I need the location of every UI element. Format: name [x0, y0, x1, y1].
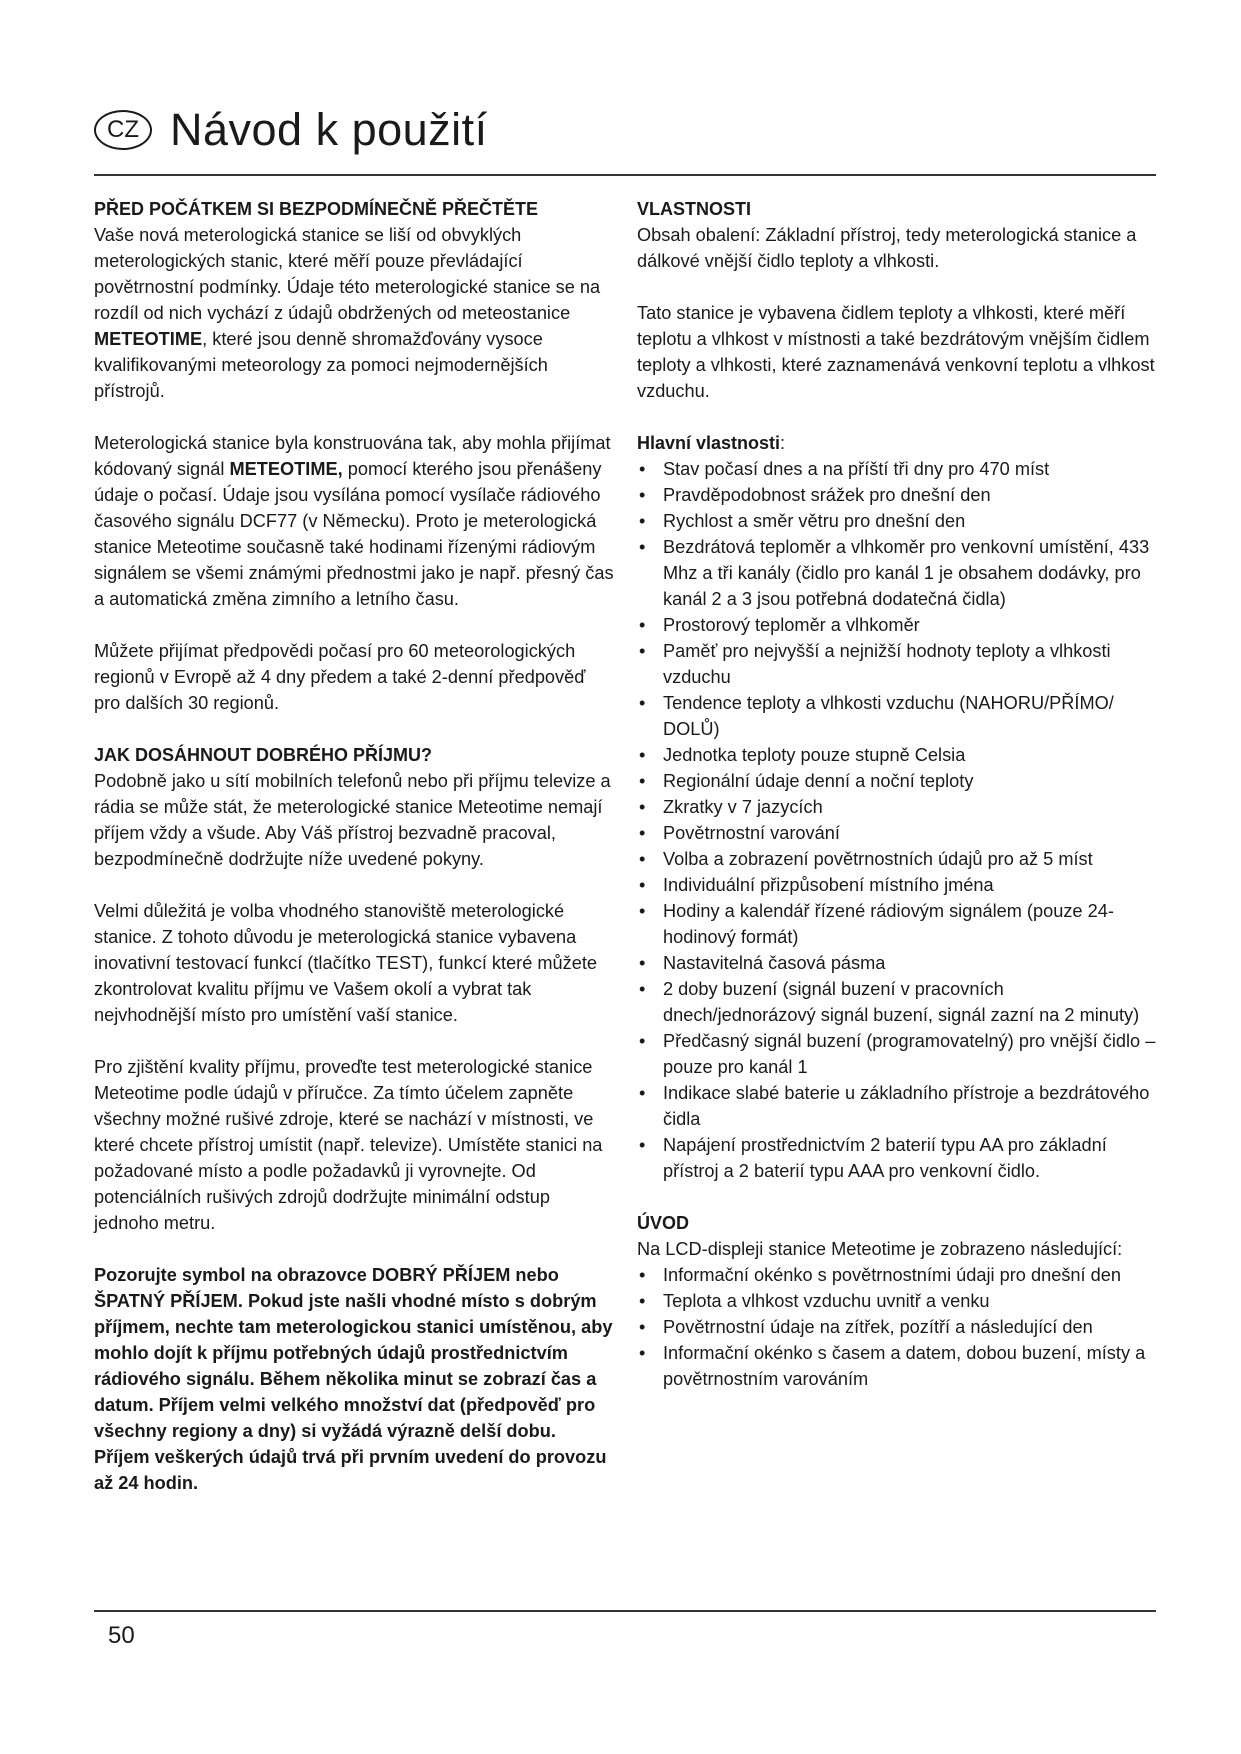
- list-item: • Indikace slabé baterie u základního přístroje a bezdrátového čidla: [637, 1080, 1157, 1132]
- paragraph-signal: Meterologická stanice byla konstruována tak, aby mohla přijímat kódovaný signál METEOTIME, pomocí kterého jsou přenášeny údaje o počasí. Údaje jsou vysílána pomocí vysílače rádiového časového signálu DCF77 (v Německu). Proto je meterologická stanice Meteotime současně také hodinami řízenými rádiovým signálem se všemi známými přednostmi jako je např. přesný čas a automatická změna zimního a letního času.: [94, 433, 614, 609]
- bottom-divider: [94, 1610, 1156, 1612]
- paragraph-regions: Můžete přijímat předpovědi počasí pro 60 meteorologických regionů v Evropě až 4 dny předem a také 2-denní předpověď pro dalších 30 regionů.: [94, 641, 586, 713]
- page-header: [94, 104, 488, 156]
- list-item: • Informační okénko s povětrnostními údaji pro dnešní den: [637, 1262, 1157, 1288]
- paragraph-intro: Vaše nová meterologická stanice se liší od obvyklých meterologických stanic, které měří pouze převládající povětrnostní podmínky. Údaje této meterologické stanice se na rozdíl od nich vychází z údajů obdržených od meteostanice METEOTIME, které jsou denně shromažďovány vysoce kvalifikovanými meteorology za pomoci nejmodernějších přístrojů.: [94, 225, 601, 401]
- list-item: • Stav počasí dnes a na příští tři dny pro 470 míst: [637, 456, 1157, 482]
- meteotime-emphasis: METEOTIME: [94, 329, 203, 349]
- list-item: • Nastavitelná časová pásma: [637, 950, 1157, 976]
- feature-list: [637, 456, 1157, 1184]
- section-heading-reception: JAK DOSÁHNOUT DOBRÉHO PŘÍJMU?: [94, 745, 433, 765]
- section-heading-features: VLASTNOSTI: [637, 199, 752, 219]
- list-item: • Teplota a vlhkost vzduchu uvnitř a venku: [637, 1288, 1157, 1314]
- section-heading-read-first: PŘED POČÁTKEM SI BEZPODMÍNEČNĚ PŘEČTĚTE: [94, 199, 539, 219]
- list-item: • 2 doby buzení (signál buzení v pracovních dnech/jednorázový signál buzení, signál zazní na 2 minuty): [637, 976, 1157, 1028]
- left-column: [94, 196, 614, 1496]
- paragraph-package: Obsah obalení: Základní přístroj, tedy meterologická stanice a dálkové vnější čidlo teploty a vlhkosti.: [637, 225, 1137, 271]
- paragraph-test: Pro zjištění kvality příjmu, proveďte test meterologické stanice Meteotime podle údajů v příručce. Za tímto účelem zapněte všechny možné rušivé zdroje, které se nachází v místnosti, ve které chcete přístroj umístit (např. televize). Umístěte stanici na požadované místo a podle požadavků ji vyrovnejte. Od potenciálních rušivých zdrojů dodržujte minimální odstup jednoho metru.: [94, 1057, 603, 1233]
- list-item: • Povětrnostní varování: [637, 820, 1157, 846]
- list-item: • Tendence teploty a vlhkosti vzduchu (NAHORU/PŘÍMO/ DOLŮ): [637, 690, 1157, 742]
- list-item: • Individuální přizpůsobení místního jména: [637, 872, 1157, 898]
- list-item: • Paměť pro nejvyšší a nejnižší hodnoty teploty a vlhkosti vzduchu: [637, 638, 1157, 690]
- right-column: [637, 196, 1157, 1392]
- meteotime-emphasis: METEOTIME,: [229, 459, 343, 479]
- list-item: • Prostorový teploměr a vlhkoměr: [637, 612, 1157, 638]
- list-item: • Rychlost a směr větru pro dnešní den: [637, 508, 1157, 534]
- section-heading-intro: ÚVOD: [637, 1213, 690, 1233]
- language-badge: CZ: [94, 110, 152, 150]
- list-item: • Pravděpodobnost srážek pro dnešní den: [637, 482, 1157, 508]
- list-item: • Regionální údaje denní a noční teploty: [637, 768, 1157, 794]
- top-divider: [94, 174, 1156, 176]
- list-item: • Jednotka teploty pouze stupně Celsia: [637, 742, 1157, 768]
- list-item: • Informační okénko s časem a datem, dobou buzení, místy a povětrnostním varováním: [637, 1340, 1157, 1392]
- paragraph-reception: Podobně jako u sítí mobilních telefonů nebo při příjmu televize a rádia se může stát, že meterologické stanice Meteotime nemají příjem vždy a všude. Aby Váš přístroj bezvadně pracoval, bezpodmínečně dodržujte níže uvedené pokyny.: [94, 771, 611, 869]
- list-item: • Předčasný signál buzení (programovatelný) pro vnější čidlo – pouze pro kanál 1: [637, 1028, 1157, 1080]
- list-item: • Zkratky v 7 jazycích: [637, 794, 1157, 820]
- list-item: • Volba a zobrazení povětrnostních údajů pro až 5 míst: [637, 846, 1157, 872]
- page-title: Návod k použití: [170, 104, 488, 155]
- paragraph-display: Na LCD-displeji stanice Meteotime je zobrazeno následující:: [637, 1239, 1123, 1259]
- paragraph-sensors: Tato stanice je vybavena čidlem teploty a vlhkosti, které měří teplotu a vlhkost v místnosti a také bezdrátovým vnějším čidlem teploty a vlhkosti, které zaznamenává venkovní teplotu a vlhkost vzduchu.: [637, 303, 1155, 401]
- list-item: • Povětrnostní údaje na zítřek, pozítří a následující den: [637, 1314, 1157, 1340]
- display-list: [637, 1262, 1157, 1392]
- page-number: 50: [108, 1622, 135, 1649]
- list-item: • Bezdrátová teploměr a vlhkoměr pro venkovní umístění, 433 Mhz a tři kanály (čidlo pro kanál 1 je obsahem dodávky, pro kanál 2 a 3 jsou potřebná dodatečná čidla): [637, 534, 1157, 612]
- list-item: • Hodiny a kalendář řízené rádiovým signálem (pouze 24-hodinový formát): [637, 898, 1157, 950]
- list-item: • Napájení prostřednictvím 2 baterií typu AA pro základní přístroj a 2 baterií typu AAA pro venkovní čidlo.: [637, 1132, 1157, 1184]
- paragraph-signal-symbol: Pozorujte symbol na obrazovce DOBRÝ PŘÍJEM nebo ŠPATNÝ PŘÍJEM. Pokud jste našli vhodné místo s dobrým příjmem, nechte tam meterologickou stanici umístěnou, aby mohlo dojít k příjmu potřebných údajů prostřednictvím rádiového signálu. Během několika minut se zobrazí čas a datum. Příjem velmi velkého množství dat (předpověď pro všechny regiony a dny) si vyžádá výrazně delší dobu. Příjem veškerých údajů trvá při prvním uvedení do provozu až 24 hodin.: [94, 1265, 613, 1493]
- paragraph-location: Velmi důležitá je volba vhodného stanoviště meterologické stanice. Z tohoto důvodu je meterologická stanice vybavena inovativní testovací funkcí (tlačítko TEST), funkcí které můžete zkontrolovat kvalitu příjmu ve Vašem okolí a vybrat tak nejvhodnější místo pro umístění vaší stanice.: [94, 901, 598, 1025]
- subheading-main-features: Hlavní vlastnosti:: [637, 433, 786, 453]
